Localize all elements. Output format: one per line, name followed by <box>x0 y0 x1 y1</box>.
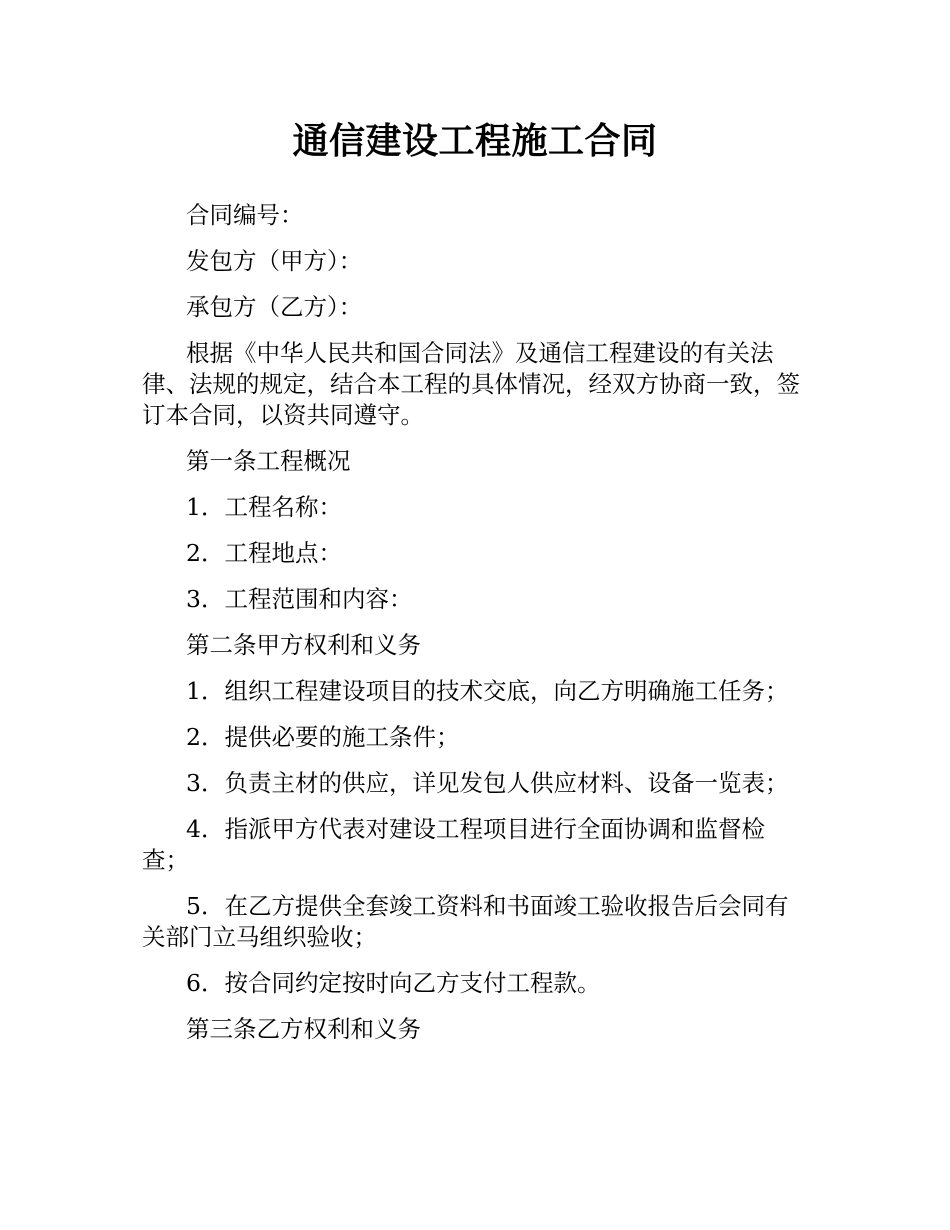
article-2-item: 6．按合同约定按时向乙方支付工程款。 <box>186 969 601 997</box>
article-2-item: 4．指派甲方代表对建设工程项目进行全面协调和监督检查； <box>142 815 765 874</box>
article-2-item: 5．在乙方提供全套竣工资料和书面竣工验收报告后会同有关部门立马组织验收； <box>142 892 789 951</box>
article-2-heading: 第二条甲方权利和义务 <box>186 631 421 659</box>
article-1-item: 3．工程范围和内容： <box>186 585 413 613</box>
preamble-paragraph: 根据《中华人民共和国合同法》及通信工程建设的有关法律、法规的规定，结合本工程的具体情况，经双方协商一致，签订本合同，以资共同遵守。 <box>142 339 800 429</box>
article-1-heading: 第一条工程概况 <box>186 447 351 475</box>
document-title: 通信建设工程施工合同 <box>292 121 658 162</box>
document-body <box>142 200 810 1060</box>
party-a-line: 发包方（甲方）： <box>186 247 363 275</box>
article-1-item: 1．工程名称： <box>186 493 342 521</box>
article-2-item: 1．组织工程建设项目的技术交底，向乙方明确施工任务； <box>186 677 789 705</box>
article-2-item: 3．负责主材的供应，详见发包人供应材料、设备一览表； <box>186 769 789 797</box>
article-2-item: 2．提供必要的施工条件； <box>186 723 460 751</box>
article-3-heading: 第三条乙方权利和义务 <box>186 1015 421 1043</box>
contract-number-line: 合同编号： <box>186 201 304 229</box>
article-1-item: 2．工程地点： <box>186 539 342 567</box>
party-b-line: 承包方（乙方）： <box>186 293 363 321</box>
